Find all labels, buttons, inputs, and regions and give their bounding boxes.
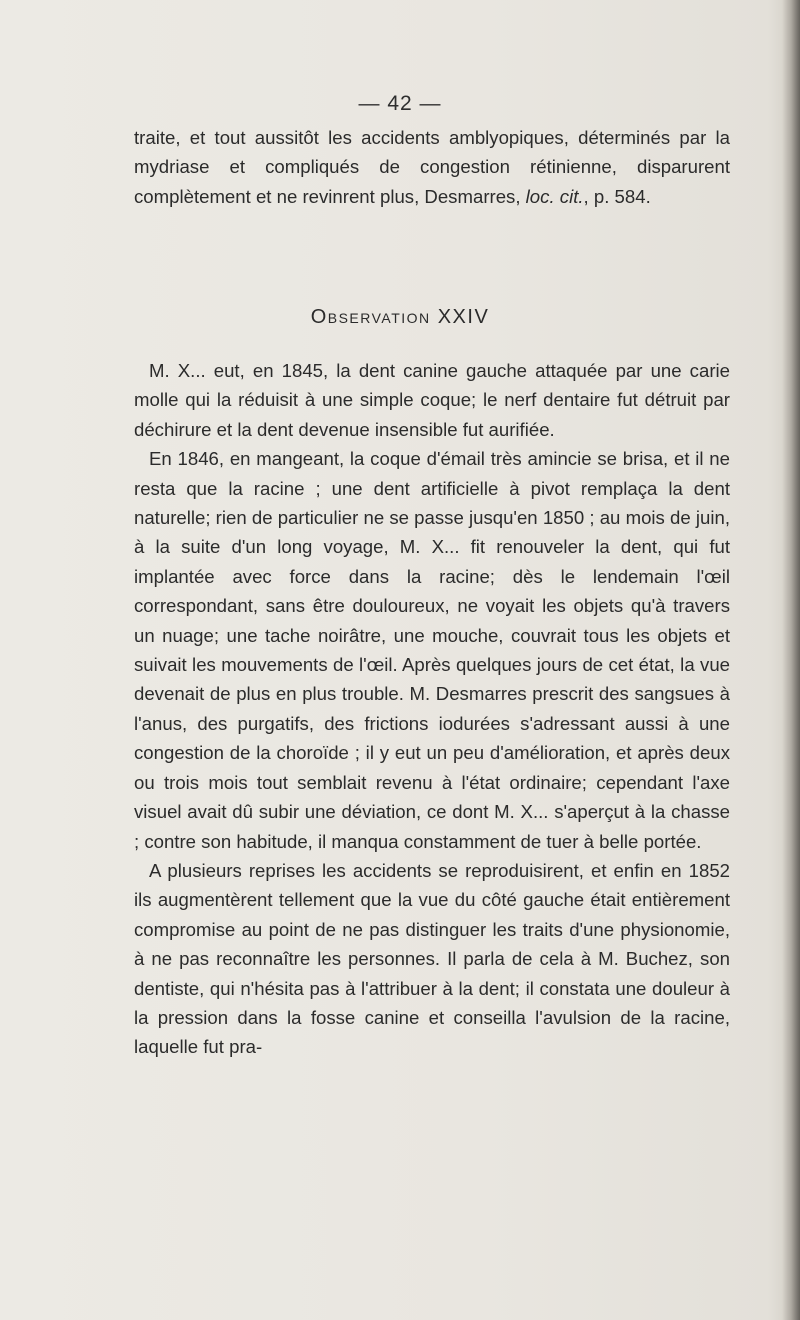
intro-text: [134, 123, 730, 211]
observation-body: [134, 356, 730, 1062]
observation-paragraph-1: M. X... eut, en 1845, la dent canine gauche attaquée par une carie molle qui la réduisit à une simple coque; le nerf dentaire fut détruit par déchirure et la dent devenue insensible fut aurifiée.: [134, 360, 730, 440]
observation-paragraph-2: En 1846, en mangeant, la coque d'émail très amincie se brisa, et il ne resta que la racine ; une dent artificielle à pivot remplaça la dent naturelle; rien de particulier ne se passe jusqu'en 1850 ; au mois de juin, à la suite d'un long voyage, M. X... fit renouveler la dent, qui fut implantée avec force dans la racine; dès le lendemain l'œil correspondant, sans être douloureux, ne voyait les objets qu'à travers un nuage; une tache noirâtre, une mouche, couvrait tous les objets et suivait les mouvements de l'œil. Après quelques jours de cet état, la vue devenait de plus en plus trouble. M. Desmarres prescrit des sangsues à l'anus, des purgatifs, des frictions iodurées s'adressant aussi à une congestion de la choroïde ; il y eut un peu d'amélioration, et après deux ou trois mois tout semblait revenu à l'état ordinaire; cependant l'axe visuel avait dû subir une déviation, ce dont M. X... s'aperçut à la chasse ; contre son habitude, il manqua constamment de tuer à belle portée.: [134, 448, 730, 852]
observation-heading: Observation XXIV: [310, 306, 490, 328]
page-edge-shadow: [782, 0, 800, 1320]
intro-text-after: , p. 584.: [583, 185, 651, 207]
intro-text-before: traite, et tout aussitôt les accidents amblyopiques, déterminés par la mydriase et compliqués de congestion rétinienne, disparurent complètement et ne revinrent plus, Desmarres,: [134, 127, 730, 207]
observation-paragraph-3: A plusieurs reprises les accidents se reproduisirent, et enfin en 1852 ils augmentèrent tellement que la vue du côté gauche était entièrement compromise au point de ne pas distinguer les traits d'une physionomie, à ne pas reconnaître les personnes. Il parla de cela à M. Buchez, son dentiste, qui n'hésita pas à l'attribuer à la dent; il constata une douleur à la pression dans la fosse canine et conseilla l'avulsion de la racine, laquelle fut pra-: [134, 859, 730, 1058]
page-number: — 42 —: [358, 92, 442, 115]
intro-paragraph: [134, 123, 730, 211]
citation-loc-cit: loc. cit.: [525, 185, 584, 207]
